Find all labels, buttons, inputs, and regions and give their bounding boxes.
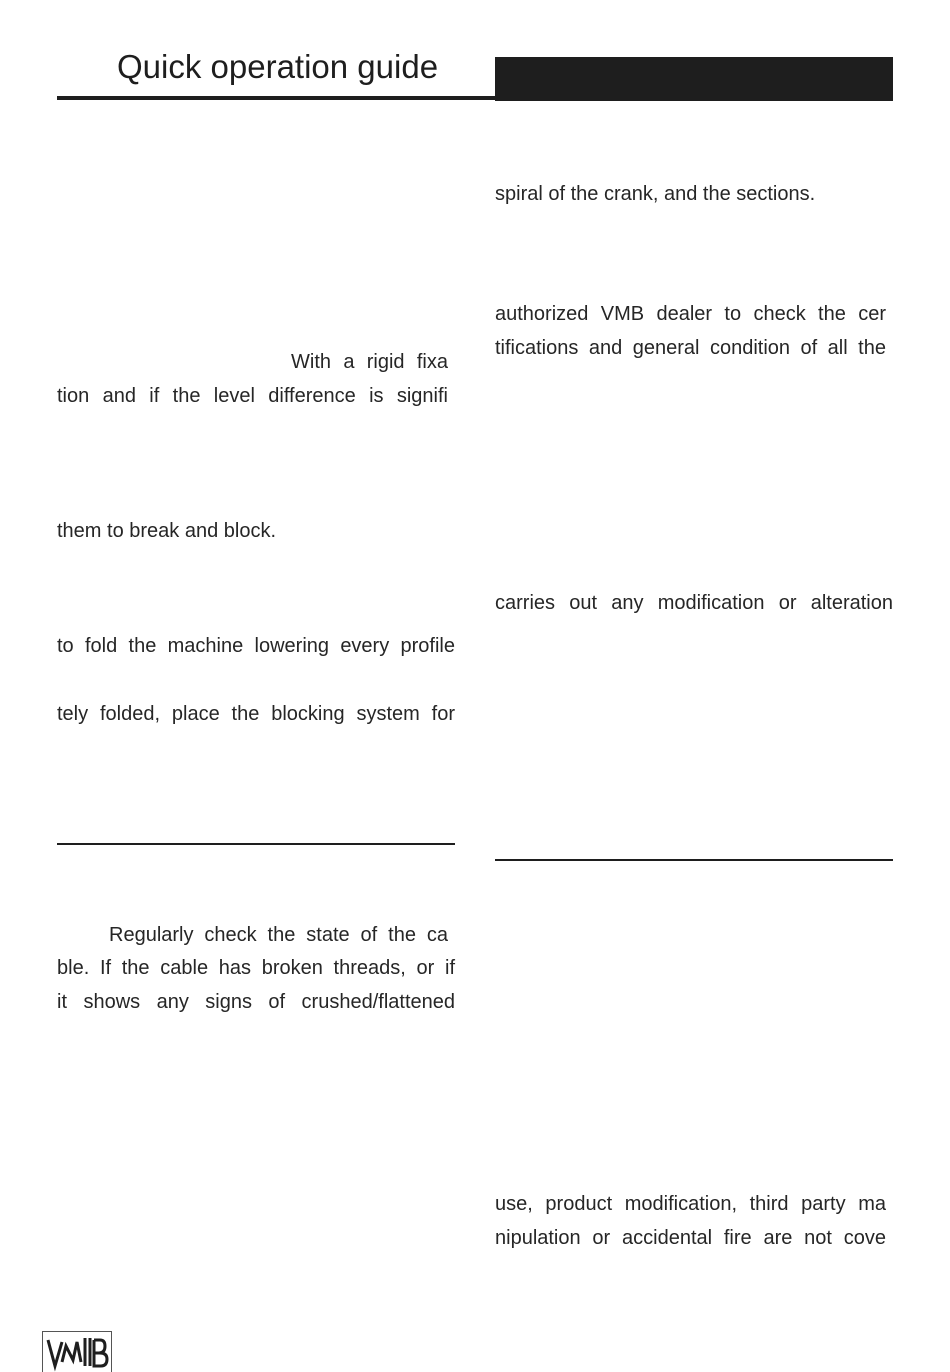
- right-text-line: tifications and general condition of all the: [495, 337, 886, 359]
- title-underline: [57, 96, 497, 100]
- right-text-line: authorized VMB dealer to check the cer: [495, 303, 886, 325]
- left-text-line: tion and if the level difference is signifi: [57, 385, 448, 407]
- left-text-line: With a rigid fixa: [291, 351, 448, 373]
- page-title: Quick operation guide: [117, 48, 439, 85]
- left-text-line: it shows any signs of crushed/flattened: [57, 991, 455, 1013]
- header-black-bar: [495, 57, 893, 101]
- vmb-logo-icon: [43, 1332, 111, 1372]
- right-text-line: use, product modification, third party ma: [495, 1193, 886, 1215]
- right-text-line: nipulation or accidental fire are not cove: [495, 1227, 886, 1249]
- left-text-line: ble. If the cable has broken threads, or if: [57, 957, 455, 979]
- left-section-divider: [57, 843, 455, 845]
- right-text-line: spiral of the crank, and the sections.: [495, 183, 816, 205]
- left-text-line: Regularly check the state of the ca: [109, 924, 448, 946]
- left-text-line: tely folded, place the blocking system for: [57, 703, 455, 725]
- vmb-logo: [42, 1331, 112, 1372]
- left-text-line: to fold the machine lowering every profile: [57, 635, 455, 657]
- left-text-line: them to break and block.: [57, 520, 277, 542]
- right-section-divider: [495, 859, 893, 861]
- right-text-line: carries out any modification or alteration: [495, 592, 893, 614]
